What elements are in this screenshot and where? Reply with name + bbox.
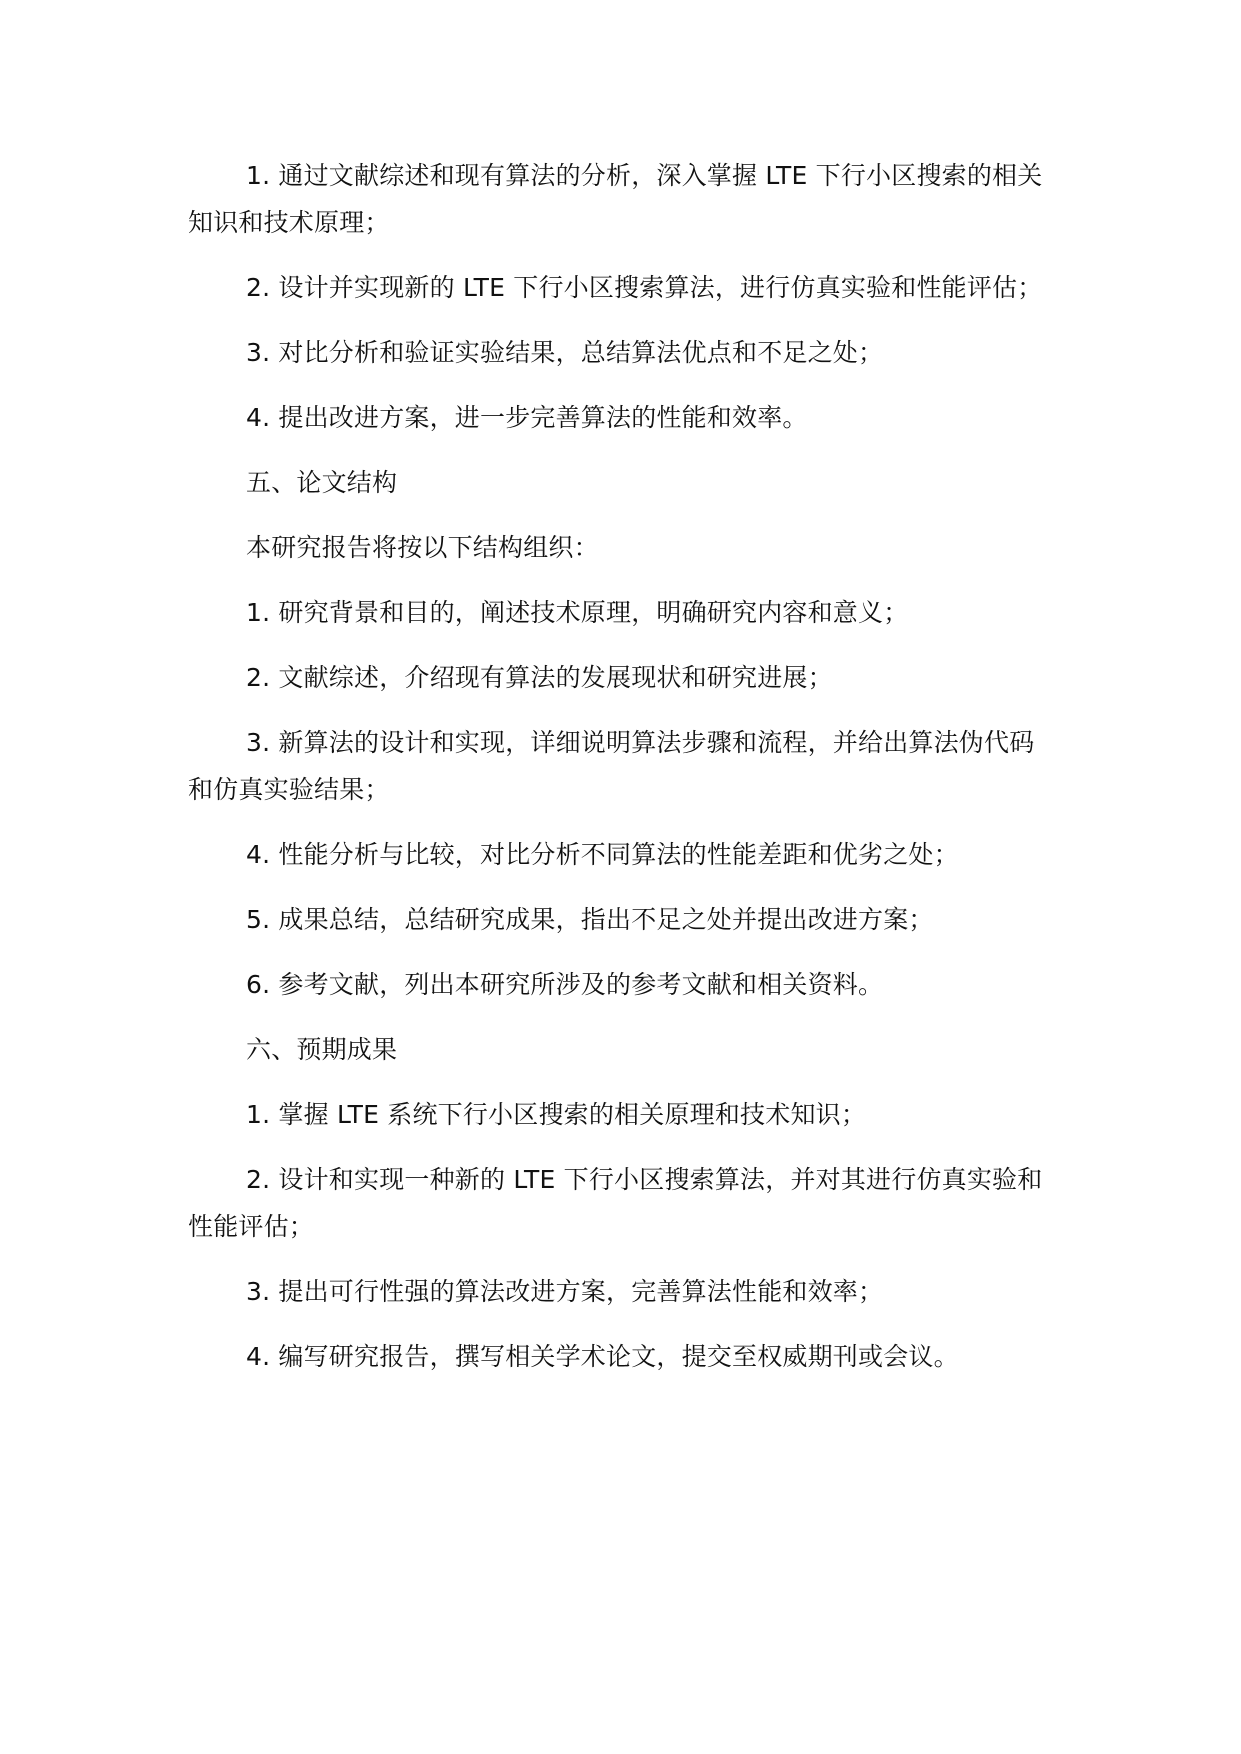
list-item-structure-4: 4. 性能分析与比较，对比分析不同算法的性能差距和优劣之处； [246,840,959,869]
list-item-structure-3: 3. 新算法的设计和实现，详细说明算法步骤和流程，并给出算法伪代码和仿真实验结果； [188,728,1035,804]
section-heading-expected-results: 六、预期成果 [246,1035,398,1064]
structure-intro: 本研究报告将按以下结构组织： [246,533,599,562]
list-item-objective-2: 2. 设计并实现新的 LTE 下行小区搜索算法，进行仿真实验和性能评估； [246,273,1043,302]
list-item-objective-4: 4. 提出改进方案，进一步完善算法的性能和效率。 [246,403,808,432]
list-item-result-4: 4. 编写研究报告，撰写相关学术论文，提交至权威期刊或会议。 [246,1342,959,1371]
list-item-structure-6: 6. 参考文献，列出本研究所涉及的参考文献和相关资料。 [246,970,884,999]
list-item-structure-1: 1. 研究背景和目的，阐述技术原理，明确研究内容和意义； [246,598,909,627]
list-item-objective-1: 1. 通过文献综述和现有算法的分析，深入掌握 LTE 下行小区搜索的相关知识和技术原理； [188,161,1043,237]
list-item-result-2: 2. 设计和实现一种新的 LTE 下行小区搜索算法，并对其进行仿真实验和性能评估； [188,1165,1043,1241]
section-heading-structure: 五、论文结构 [246,468,398,497]
list-item-result-3: 3. 提出可行性强的算法改进方案，完善算法性能和效率； [246,1277,884,1306]
list-item-structure-5: 5. 成果总结，总结研究成果，指出不足之处并提出改进方案； [246,905,934,934]
list-item-objective-3: 3. 对比分析和验证实验结果，总结算法优点和不足之处； [246,338,884,367]
list-item-result-1: 1. 掌握 LTE 系统下行小区搜索的相关原理和技术知识； [246,1100,867,1129]
document-body [188,152,1048,1398]
list-item-structure-2: 2. 文献综述，介绍现有算法的发展现状和研究进展； [246,663,833,692]
